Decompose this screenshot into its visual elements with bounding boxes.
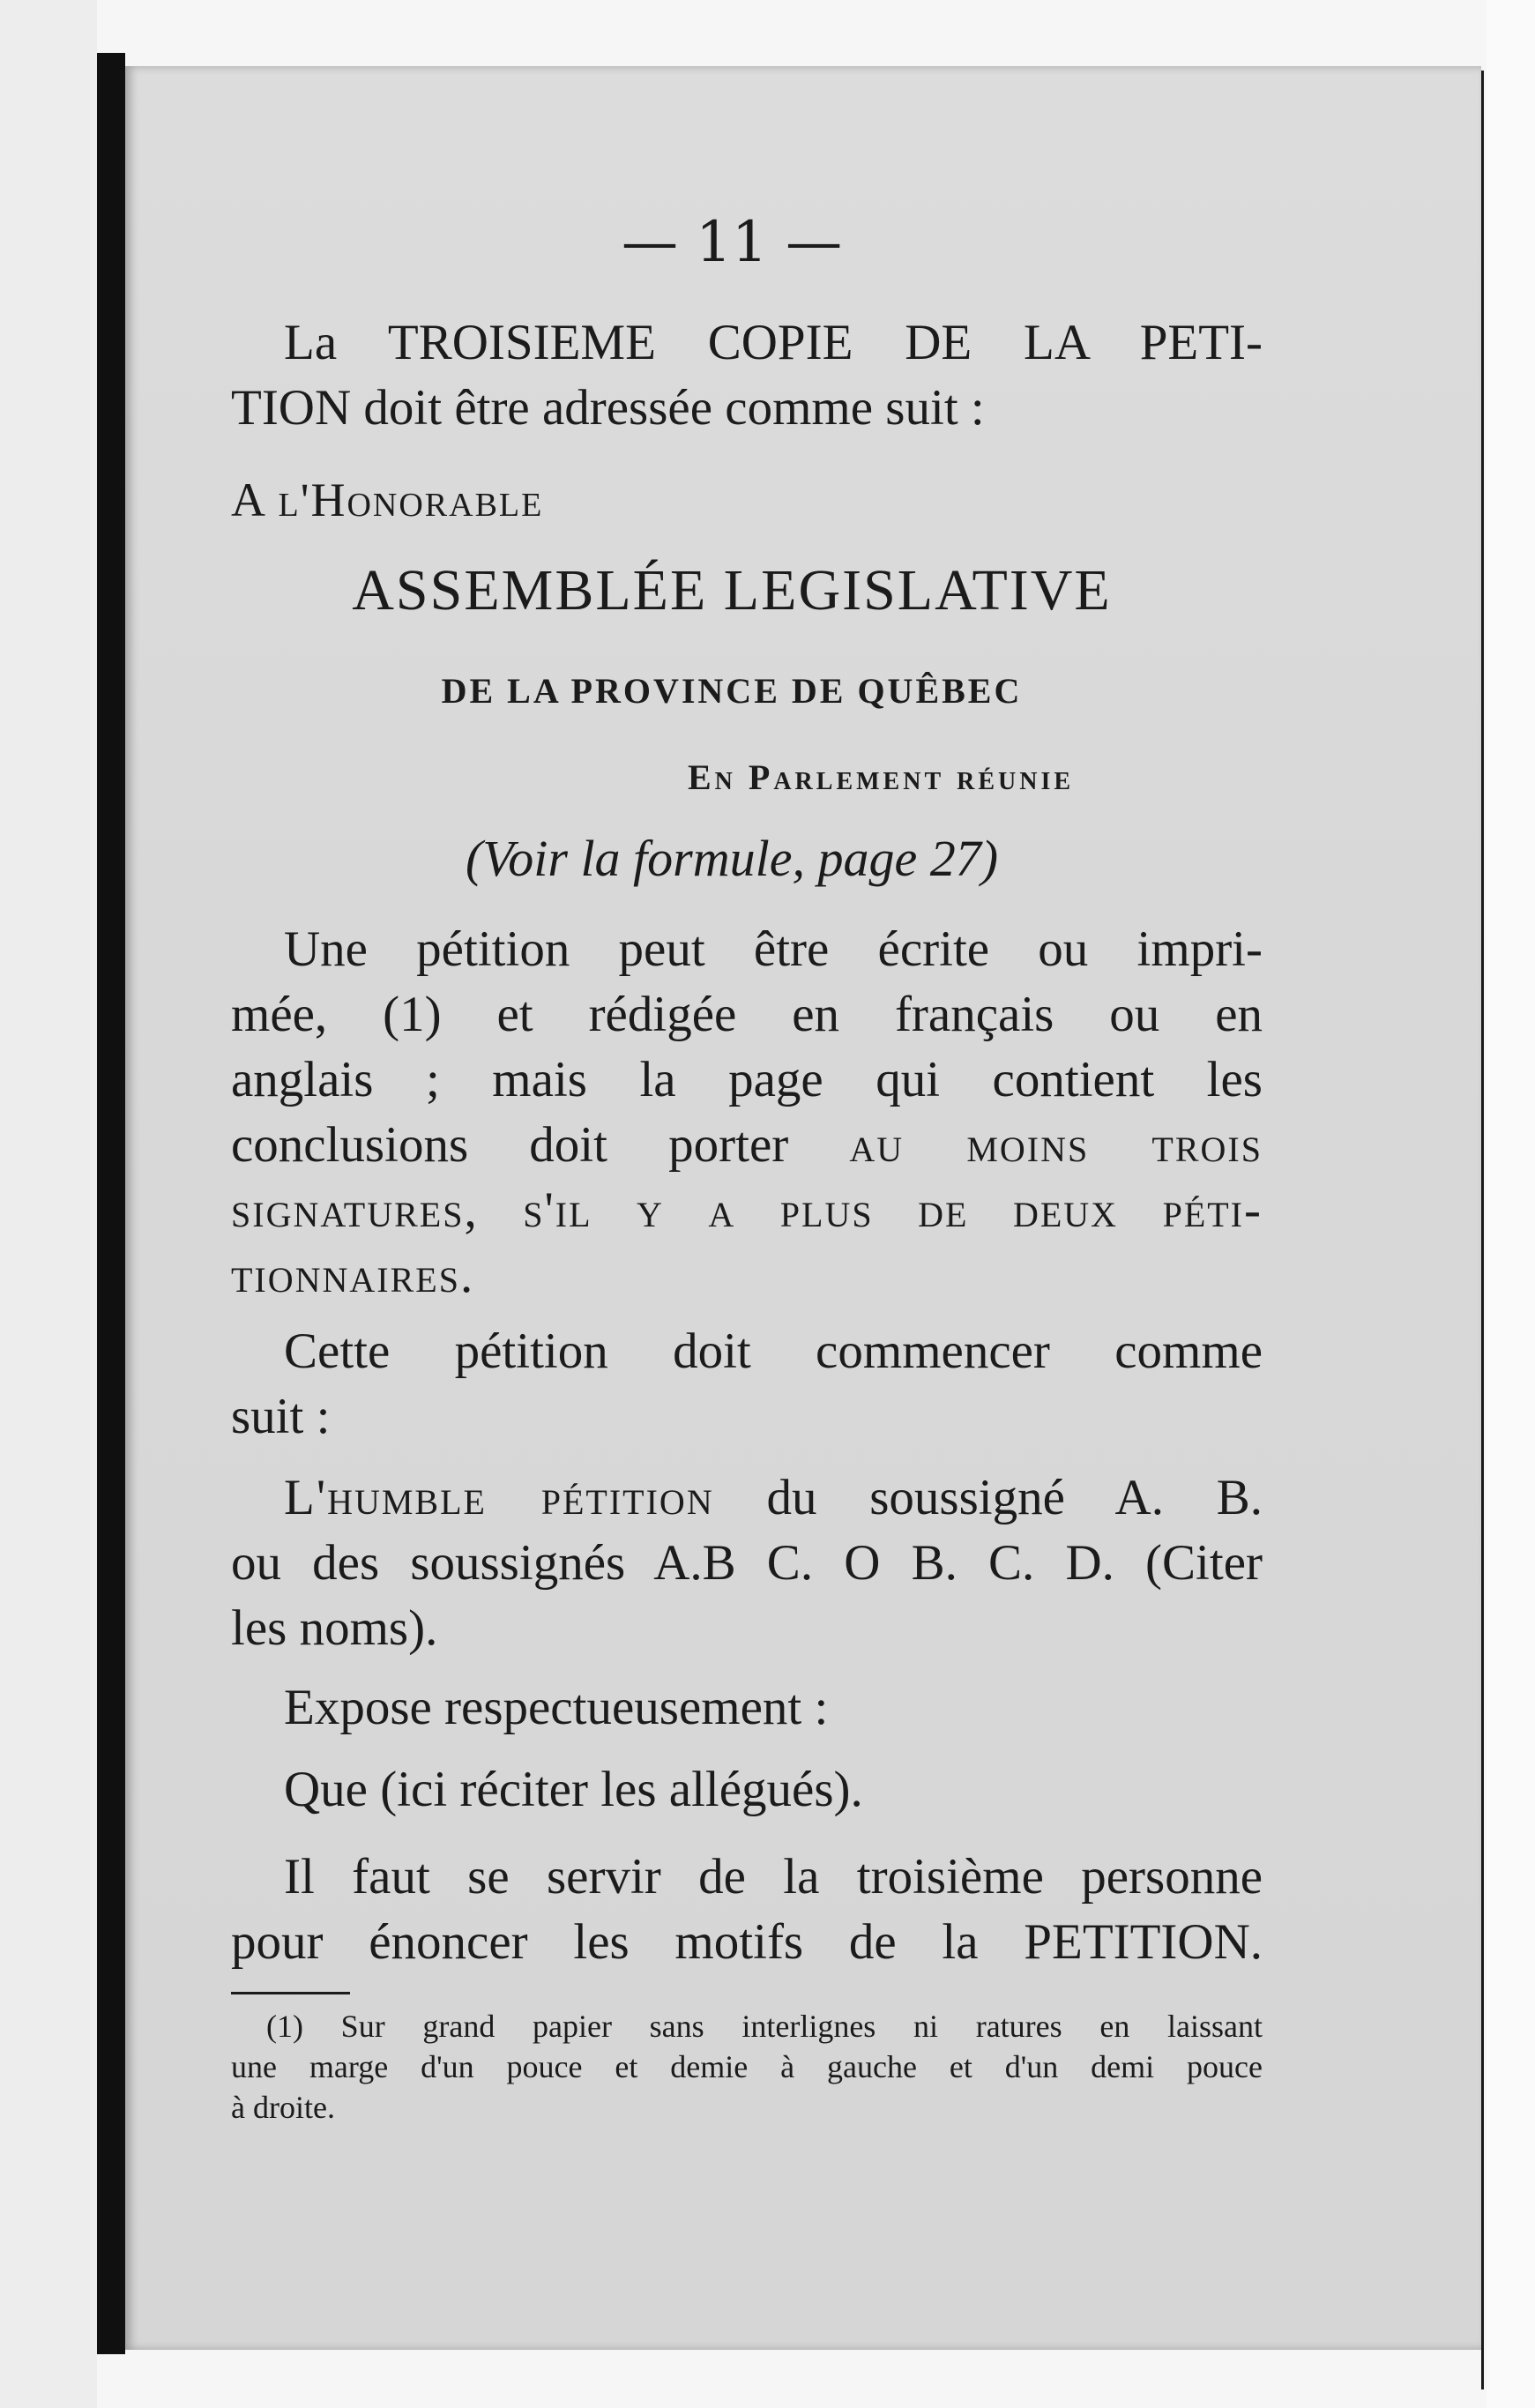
footnote-line: à droite.	[231, 2090, 335, 2125]
parliament-line: En Parlement réunie	[688, 757, 1075, 797]
paragraph-line	[231, 1910, 1263, 1975]
province-heading: DE LA PROVINCE DE QUÊBEC	[441, 671, 1023, 711]
text-run: pour énoncer les motifs de la	[231, 1914, 1025, 1970]
paragraph-line	[231, 1465, 1263, 1531]
paragraph-line	[231, 1113, 1263, 1178]
previous-page-edge	[0, 0, 97, 2408]
text-run: doit être adressée comme suit :	[351, 380, 985, 436]
text-run: La	[284, 315, 388, 370]
formula-reference: (Voir la formule, page 27)	[465, 830, 999, 887]
paragraph-line: Une pétition peut être écrite ou impri-	[284, 921, 1263, 977]
paragraph-line: ou des soussignés A.B C. O B. C. D. (Citer	[231, 1535, 1263, 1591]
footnote-line: une marge d'un pouce et demie à gauche et d'un demi pouce	[231, 2049, 1263, 2084]
paragraph-line	[231, 310, 1263, 376]
caps-run: PETITION.	[1024, 1914, 1263, 1970]
caps-run: TION	[231, 380, 352, 436]
paragraph-line: les noms).	[231, 1600, 438, 1656]
paragraph-line: mée, (1) et rédigée en français ou en	[231, 987, 1263, 1042]
paragraph-line: Expose respectueusement :	[284, 1680, 829, 1735]
assembly-heading: ASSEMBLÉE LEGISLATIVE	[352, 558, 1112, 623]
text-run: conclusions doit porter	[231, 1117, 850, 1173]
scan-margin-right	[1487, 0, 1535, 2408]
paragraph-petition-form	[231, 917, 1263, 1308]
caps-run: TROISIEME COPIE DE LA PETI-	[387, 315, 1263, 370]
paragraph-line: Cette pétition doit commencer comme	[284, 1323, 1263, 1379]
paragraph-humble-petition	[231, 1465, 1263, 1661]
paragraph-line: Il faut se servir de la troisième personne	[284, 1849, 1263, 1905]
paragraph-line: signatures, s'il y a plus de deux péti-	[231, 1182, 1263, 1238]
paragraph-third-person	[231, 1845, 1263, 1975]
footnote-rule	[231, 1992, 350, 1994]
page-edge-line	[1481, 71, 1484, 2389]
paragraph-line: suit :	[231, 1389, 331, 1444]
footnote	[231, 2006, 1263, 2128]
binding-shadow	[97, 53, 125, 2354]
paragraph-line: anglais ; mais la page qui contient les	[231, 1052, 1263, 1107]
paragraph-begin	[231, 1319, 1263, 1450]
page-number: — 11 —	[621, 210, 843, 275]
footnote-line: (1) Sur grand papier sans interlignes ni ratures en laissant	[266, 2009, 1263, 2044]
paragraph-line: tionnaires.	[231, 1248, 475, 1303]
address-to: A l'Honorable	[231, 473, 544, 526]
paragraph-line	[231, 376, 1263, 441]
paragraph-que	[231, 1757, 1263, 1823]
smallcaps-run: au moins trois	[849, 1117, 1263, 1173]
smallcaps-run: L'humble pétition	[284, 1470, 714, 1525]
paragraph-third-copy	[231, 310, 1263, 441]
paragraph-line: Que (ici réciter les allégués).	[284, 1762, 863, 1817]
paragraph-expose	[231, 1675, 1263, 1741]
text-run: du soussigné A. B.	[713, 1470, 1263, 1525]
